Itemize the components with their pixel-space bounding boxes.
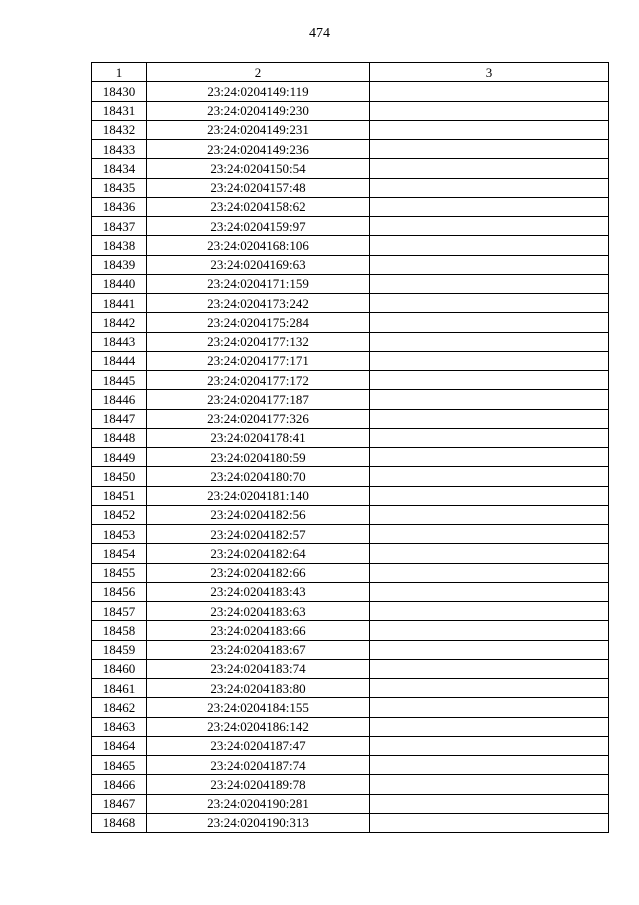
cadastral-number-cell: 23:24:0204177:172	[147, 371, 370, 390]
cadastral-number-cell: 23:24:0204186:142	[147, 717, 370, 736]
cadastral-number-cell: 23:24:0204190:313	[147, 813, 370, 832]
column-header-2: 2	[147, 63, 370, 82]
row-number-cell: 18460	[92, 659, 147, 678]
row-number-cell: 18468	[92, 813, 147, 832]
table-row	[92, 582, 609, 601]
notes-cell	[370, 409, 609, 428]
row-number-cell: 18432	[92, 120, 147, 139]
cadastral-number-cell: 23:24:0204149:231	[147, 120, 370, 139]
page-number: 474	[309, 26, 330, 41]
column-header-1: 1	[92, 63, 147, 82]
table-row	[92, 698, 609, 717]
cadastral-number-cell: 23:24:0204180:59	[147, 448, 370, 467]
table-row	[92, 120, 609, 139]
cadastral-number-cell: 23:24:0204190:281	[147, 794, 370, 813]
notes-cell	[370, 486, 609, 505]
table-row	[92, 140, 609, 159]
table-header-row	[92, 63, 609, 82]
notes-cell	[370, 120, 609, 139]
table-row	[92, 255, 609, 274]
notes-cell	[370, 82, 609, 101]
table-row	[92, 294, 609, 313]
table-row	[92, 813, 609, 832]
row-number-cell: 18456	[92, 582, 147, 601]
table-row	[92, 525, 609, 544]
notes-cell	[370, 717, 609, 736]
notes-cell	[370, 390, 609, 409]
table-row	[92, 409, 609, 428]
table-row	[92, 82, 609, 101]
notes-cell	[370, 371, 609, 390]
cadastral-number-cell: 23:24:0204183:80	[147, 679, 370, 698]
cadastral-number-cell: 23:24:0204177:132	[147, 332, 370, 351]
cadastral-number-cell: 23:24:0204158:62	[147, 197, 370, 216]
notes-cell	[370, 197, 609, 216]
table-row	[92, 178, 609, 197]
cadastral-number-cell: 23:24:0204180:70	[147, 467, 370, 486]
cadastral-number-cell: 23:24:0204177:187	[147, 390, 370, 409]
row-number-cell: 18466	[92, 775, 147, 794]
column-header-3: 3	[370, 63, 609, 82]
table-row	[92, 736, 609, 755]
row-number-cell: 18433	[92, 140, 147, 159]
notes-cell	[370, 217, 609, 236]
notes-cell	[370, 525, 609, 544]
notes-cell	[370, 736, 609, 755]
cadastral-number-cell: 23:24:0204169:63	[147, 255, 370, 274]
table-row	[92, 486, 609, 505]
cadastral-number-cell: 23:24:0204149:119	[147, 82, 370, 101]
notes-cell	[370, 313, 609, 332]
table-row	[92, 717, 609, 736]
table-row	[92, 159, 609, 178]
row-number-cell: 18451	[92, 486, 147, 505]
cadastral-number-cell: 23:24:0204171:159	[147, 274, 370, 293]
table-body	[92, 82, 609, 833]
cadastral-number-cell: 23:24:0204177:171	[147, 351, 370, 370]
row-number-cell: 18430	[92, 82, 147, 101]
table-row	[92, 274, 609, 293]
row-number-cell: 18435	[92, 178, 147, 197]
table-row	[92, 679, 609, 698]
cadastral-number-cell: 23:24:0204182:57	[147, 525, 370, 544]
row-number-cell: 18465	[92, 756, 147, 775]
notes-cell	[370, 140, 609, 159]
notes-cell	[370, 351, 609, 370]
table-row	[92, 236, 609, 255]
cadastral-number-cell: 23:24:0204177:326	[147, 409, 370, 428]
notes-cell	[370, 448, 609, 467]
row-number-cell: 18449	[92, 448, 147, 467]
table-row	[92, 101, 609, 120]
notes-cell	[370, 582, 609, 601]
table-row	[92, 467, 609, 486]
cadastral-number-cell: 23:24:0204149:230	[147, 101, 370, 120]
table-row	[92, 505, 609, 524]
table-row	[92, 332, 609, 351]
row-number-cell: 18439	[92, 255, 147, 274]
cadastral-number-cell: 23:24:0204183:74	[147, 659, 370, 678]
notes-cell	[370, 602, 609, 621]
notes-cell	[370, 621, 609, 640]
notes-cell	[370, 255, 609, 274]
table-row	[92, 313, 609, 332]
notes-cell	[370, 274, 609, 293]
cadastral-number-cell: 23:24:0204173:242	[147, 294, 370, 313]
table-header	[92, 63, 609, 82]
notes-cell	[370, 794, 609, 813]
notes-cell	[370, 679, 609, 698]
row-number-cell: 18441	[92, 294, 147, 313]
cadastral-number-cell: 23:24:0204183:43	[147, 582, 370, 601]
notes-cell	[370, 236, 609, 255]
row-number-cell: 18431	[92, 101, 147, 120]
cadastral-number-cell: 23:24:0204168:106	[147, 236, 370, 255]
cadastral-number-cell: 23:24:0204187:74	[147, 756, 370, 775]
row-number-cell: 18453	[92, 525, 147, 544]
row-number-cell: 18467	[92, 794, 147, 813]
cadastral-number-cell: 23:24:0204189:78	[147, 775, 370, 794]
row-number-cell: 18446	[92, 390, 147, 409]
notes-cell	[370, 544, 609, 563]
cadastral-number-cell: 23:24:0204150:54	[147, 159, 370, 178]
notes-cell	[370, 159, 609, 178]
table-row	[92, 756, 609, 775]
row-number-cell: 18457	[92, 602, 147, 621]
notes-cell	[370, 428, 609, 447]
cadastral-number-cell: 23:24:0204181:140	[147, 486, 370, 505]
notes-cell	[370, 101, 609, 120]
notes-cell	[370, 775, 609, 794]
cadastral-number-cell: 23:24:0204184:155	[147, 698, 370, 717]
row-number-cell: 18444	[92, 351, 147, 370]
cadastral-number-cell: 23:24:0204182:64	[147, 544, 370, 563]
notes-cell	[370, 756, 609, 775]
cadastral-number-cell: 23:24:0204182:66	[147, 563, 370, 582]
row-number-cell: 18440	[92, 274, 147, 293]
row-number-cell: 18461	[92, 679, 147, 698]
row-number-cell: 18443	[92, 332, 147, 351]
cadastral-number-cell: 23:24:0204183:63	[147, 602, 370, 621]
notes-cell	[370, 467, 609, 486]
cadastral-number-cell: 23:24:0204187:47	[147, 736, 370, 755]
table-row	[92, 428, 609, 447]
row-number-cell: 18463	[92, 717, 147, 736]
table-row	[92, 448, 609, 467]
notes-cell	[370, 659, 609, 678]
notes-cell	[370, 294, 609, 313]
row-number-cell: 18454	[92, 544, 147, 563]
table-row	[92, 544, 609, 563]
notes-cell	[370, 813, 609, 832]
row-number-cell: 18452	[92, 505, 147, 524]
row-number-cell: 18455	[92, 563, 147, 582]
cadastral-table	[91, 62, 609, 833]
table-row	[92, 659, 609, 678]
notes-cell	[370, 332, 609, 351]
table-row	[92, 197, 609, 216]
row-number-cell: 18445	[92, 371, 147, 390]
cadastral-number-cell: 23:24:0204159:97	[147, 217, 370, 236]
notes-cell	[370, 563, 609, 582]
row-number-cell: 18442	[92, 313, 147, 332]
row-number-cell: 18462	[92, 698, 147, 717]
cadastral-number-cell: 23:24:0204157:48	[147, 178, 370, 197]
row-number-cell: 18436	[92, 197, 147, 216]
table-row	[92, 371, 609, 390]
cadastral-number-cell: 23:24:0204183:67	[147, 640, 370, 659]
table-row	[92, 390, 609, 409]
row-number-cell: 18464	[92, 736, 147, 755]
table-row	[92, 621, 609, 640]
notes-cell	[370, 178, 609, 197]
cadastral-number-cell: 23:24:0204175:284	[147, 313, 370, 332]
table-row	[92, 640, 609, 659]
cadastral-number-cell: 23:24:0204149:236	[147, 140, 370, 159]
cadastral-number-cell: 23:24:0204178:41	[147, 428, 370, 447]
row-number-cell: 18458	[92, 621, 147, 640]
table-row	[92, 602, 609, 621]
notes-cell	[370, 505, 609, 524]
cadastral-number-cell: 23:24:0204182:56	[147, 505, 370, 524]
row-number-cell: 18447	[92, 409, 147, 428]
row-number-cell: 18448	[92, 428, 147, 447]
row-number-cell: 18434	[92, 159, 147, 178]
row-number-cell: 18450	[92, 467, 147, 486]
row-number-cell: 18437	[92, 217, 147, 236]
notes-cell	[370, 640, 609, 659]
row-number-cell: 18459	[92, 640, 147, 659]
table-row	[92, 794, 609, 813]
table-row	[92, 775, 609, 794]
table-row	[92, 563, 609, 582]
table-row	[92, 217, 609, 236]
row-number-cell: 18438	[92, 236, 147, 255]
notes-cell	[370, 698, 609, 717]
table-row	[92, 351, 609, 370]
cadastral-number-cell: 23:24:0204183:66	[147, 621, 370, 640]
